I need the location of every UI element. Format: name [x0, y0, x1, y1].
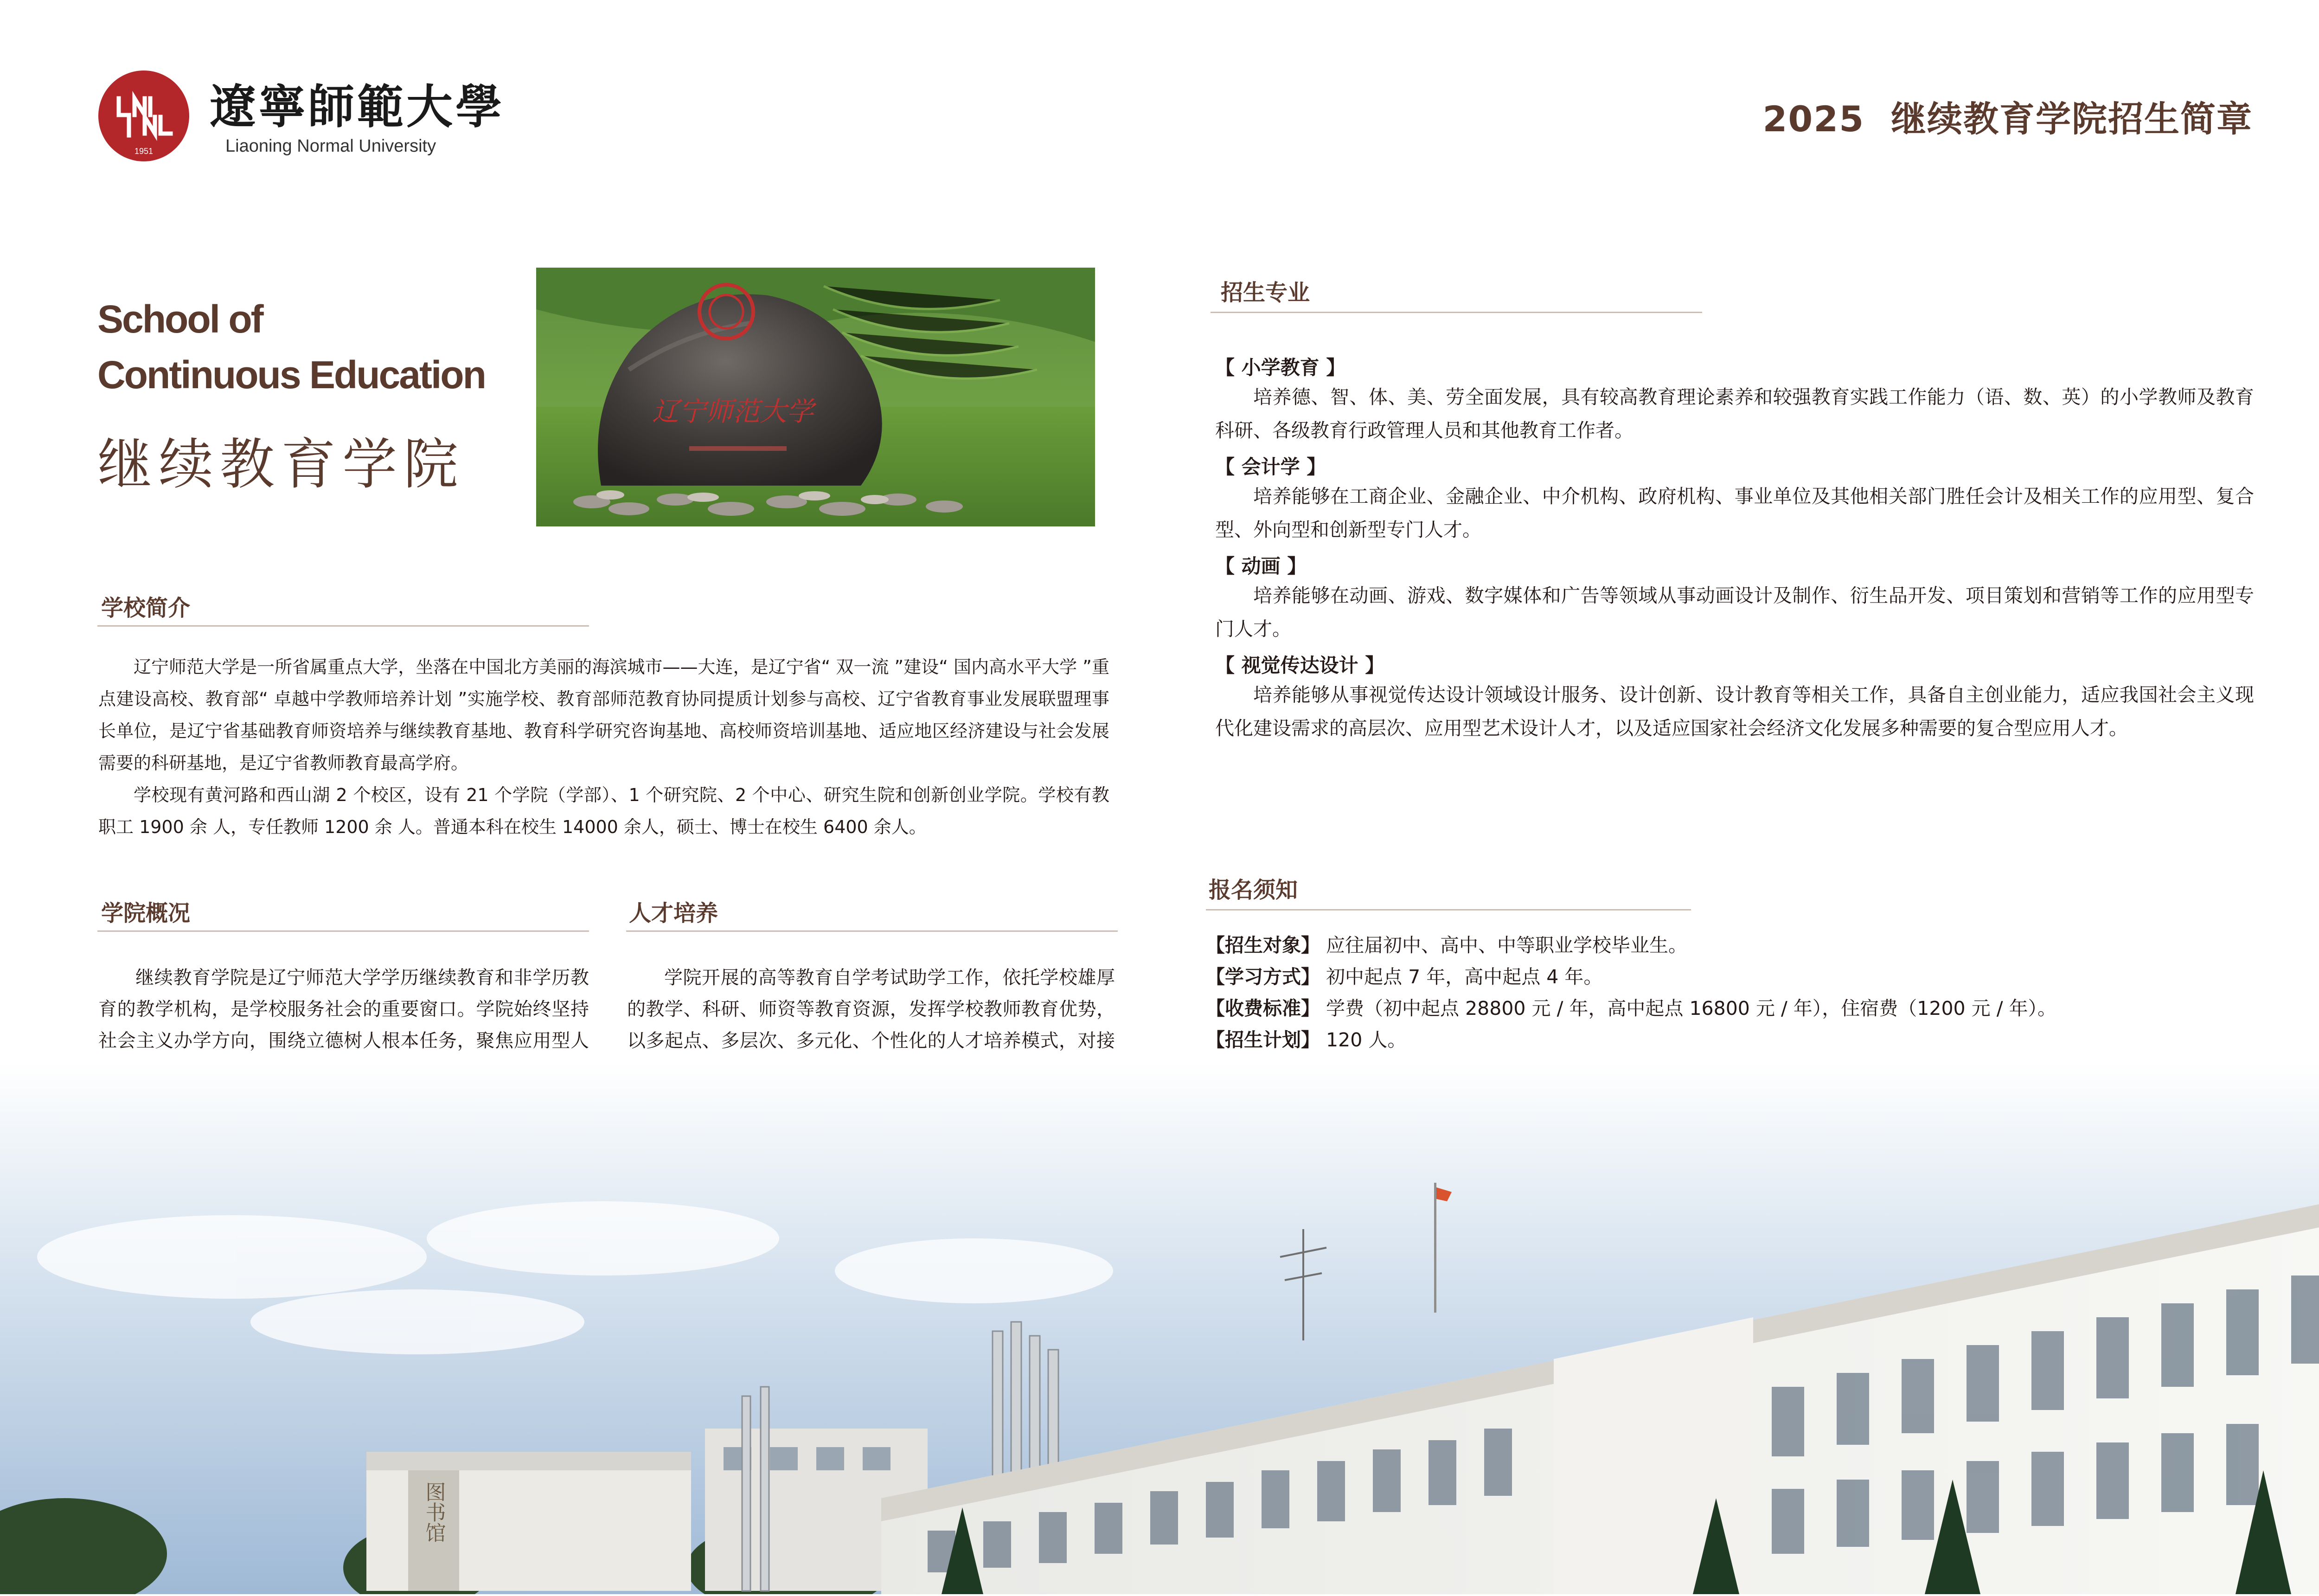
notice-study-mode: 【学习方式】 初中起点 7 年，高中起点 4 年。	[1206, 966, 1603, 988]
svg-text:1951: 1951	[134, 147, 154, 156]
svg-text:辽宁师范大学: 辽宁师范大学	[652, 396, 814, 427]
document-title: 2025 继续教育学院招生简章	[1762, 98, 2253, 140]
divider	[1211, 312, 1702, 313]
divider	[97, 625, 589, 627]
university-name-cn: 遼寧師範大學	[210, 79, 505, 134]
major-animation: 【 动画 】 培养能够在动画、游戏、数字媒体和广告等领域从事动画设计及制作、衍生品开发、项目策划和营销等工作的应用型专门人才。	[1215, 555, 2254, 640]
college-overview-heading: 学院概况	[101, 900, 191, 926]
seal-icon	[98, 71, 189, 161]
major-primary-education: 【 小学教育 】 培养德、智、体、美、劳全面发展，具有较高教育理论素养和较强教育实践工作能力（语、数、英）的小学教师及教育科研、各级教育行政管理人员和其他教育工作者。	[1215, 356, 2254, 442]
college-title-cn: 继续教育学院	[97, 432, 465, 496]
university-name-en: Liaoning Normal University	[225, 136, 436, 156]
divider	[626, 930, 1118, 932]
college-overview-text: 继续教育学院是辽宁师范大学学历继续教育和非学历教育的教学机构，是学校服务社会的重要窗口。学院始终坚持社会主义办学方向，围绕立德树人根本任务，聚焦应用型人	[98, 967, 589, 1051]
divider	[97, 930, 589, 932]
svg-text:图书馆: 图书馆	[422, 1481, 446, 1543]
talent-training-text: 学院开展的高等教育自学考试助学工作，依托学校雄厚的教学、科研、师资等教育资源，发挥学校教师教育优势，以多起点、多层次、多元化、个性化的人才培养模式，对接	[627, 967, 1115, 1051]
campus-building-scene	[0, 1062, 2319, 1594]
campus-rock-photo	[536, 268, 1095, 526]
notice-target: 【招生对象】 应往届初中、高中、中等职业学校毕业生。	[1206, 934, 1688, 956]
college-title-en: School of Continuous Education	[97, 297, 485, 397]
majors-heading: 招生专业	[1221, 280, 1310, 306]
majors-list	[1215, 353, 2254, 745]
major-visual-communication: 【 视觉传达设计 】 培养能够从事视觉传达设计领域设计服务、设计创新、设计教育等相关工作，具备自主创业能力，适应我国社会主义现代化建设需求的高层次、应用型艺术设计人才，以及适应国家社会经济文化发展多种需要的复合型应用人才。	[1215, 654, 2254, 739]
talent-training-heading: 人才培养	[629, 900, 718, 926]
notice-heading: 报名须知	[1209, 877, 1298, 903]
divider	[1206, 909, 1691, 910]
notice-plan: 【招生计划】 120 人。	[1206, 1029, 1407, 1051]
notice-fees: 【收费标准】 学费（初中起点 28800 元 / 年，高中起点 16800 元 / 年），住宿费（1200 元 / 年）。	[1206, 997, 2057, 1019]
school-intro-heading: 学校简介	[101, 595, 191, 621]
major-accounting: 【 会计学 】 培养能够在工商企业、金融企业、中介机构、政府机构、事业单位及其他相关部门胜任会计及相关工作的应用型、复合型、外向型和创新型专门人才。	[1215, 455, 2254, 541]
university-seal-logo	[98, 71, 189, 161]
school-intro-text: 辽宁师范大学是一所省属重点大学，坐落在中国北方美丽的海滨城市——大连，是辽宁省“ 双一流 ”建设“ 国内高水平大学 ”重点建设高校、教育部“ 卓越中学教师培养计划 ”实施学校、教育部师范教育协同提质计划参与高校、辽宁省教育事业发展联盟理事长单位，是辽宁省基础教育师资培养与继续教育基地、教育科学研究咨询基地、高校师资培训基地、适应地区经济建设与社会发展需要的科研基地，是辽宁省教师教育最高学府。 学校现有黄河路和西山湖 2 个校区，设有 21 个学院（学部）、1 个研究院、2 个中心、研究生院和创新创业学院。学校有教职工 1900 余 人，专任教师 1200 余 人。普通本科在校生 14000 余人，硕士、博士在校生 6400 余人。	[98, 657, 1109, 837]
